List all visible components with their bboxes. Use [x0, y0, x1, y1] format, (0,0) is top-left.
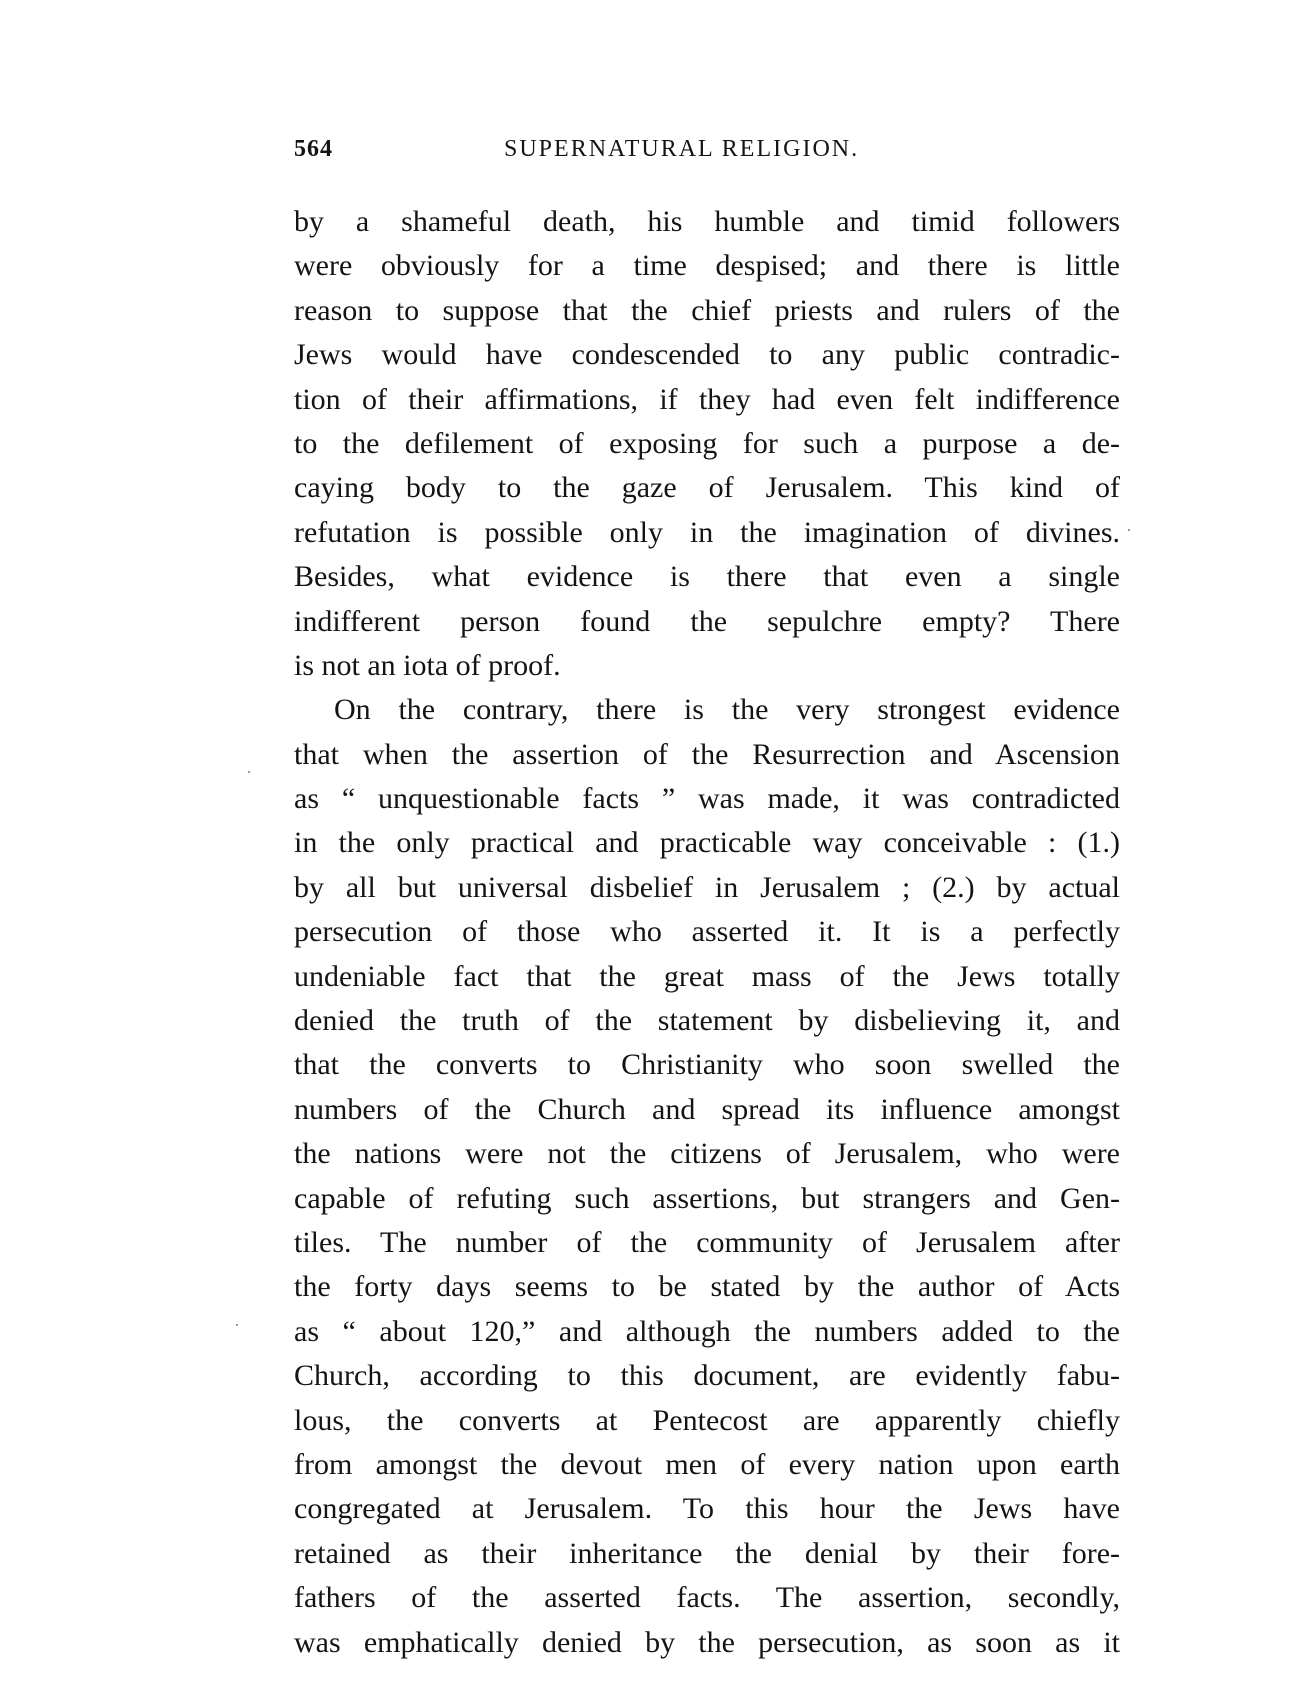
- text-line: undeniable fact that the great mass of the Jews totally: [294, 959, 1120, 993]
- text-line: the nations were not the citizens of Jerusalem, who were: [294, 1137, 1120, 1171]
- scan-speck: [236, 1324, 238, 1326]
- scan-speck: [248, 771, 250, 773]
- text-line: in the only practical and practicable way conceivable : (1.): [294, 826, 1120, 860]
- text-line: is not an iota of proof.: [294, 648, 561, 682]
- body-text: [294, 200, 1120, 1665]
- text-line: fathers of the asserted facts. The assertion, secondly,: [294, 1581, 1120, 1615]
- page-header: [294, 136, 1134, 176]
- page-number: 564: [294, 136, 333, 162]
- text-line: reason to suppose that the chief priests and rulers of the: [294, 293, 1120, 327]
- text-line: as “ unquestionable facts ” was made, it was contradicted: [294, 782, 1120, 816]
- text-line: by a shameful death, his humble and timid followers: [294, 205, 1120, 238]
- text-line: congregated at Jerusalem. To this hour the Jews have: [294, 1492, 1120, 1526]
- text-line: from amongst the devout men of every nation upon earth: [294, 1447, 1120, 1481]
- running-title: SUPERNATURAL RELIGION.: [504, 136, 860, 162]
- text-line: indifferent person found the sepulchre empty? There: [294, 604, 1120, 638]
- text-line: as “ about 120,” and although the numbers added to the: [294, 1314, 1120, 1348]
- text-line: by all but universal disbelief in Jerusalem ; (2.) by actual: [294, 870, 1120, 904]
- text-line: the forty days seems to be stated by the author of Acts: [294, 1270, 1120, 1304]
- scan-speck: [1128, 529, 1130, 531]
- text-line: tion of their affirmations, if they had even felt indifference: [294, 382, 1120, 416]
- text-line: lous, the converts at Pentecost are apparently chiefly: [294, 1403, 1120, 1437]
- text-line: were obviously for a time despised; and there is little: [294, 249, 1120, 283]
- text-line: tiles. The number of the community of Jerusalem after: [294, 1225, 1120, 1259]
- text-line: to the defilement of exposing for such a purpose a de-: [294, 426, 1120, 460]
- text-line: Church, according to this document, are evidently fabu-: [294, 1359, 1120, 1393]
- text-line: capable of refuting such assertions, but strangers and Gen-: [294, 1181, 1120, 1215]
- text-line: persecution of those who asserted it. It is a perfectly: [294, 915, 1120, 949]
- text-line: Jews would have condescended to any public contradic-: [294, 338, 1120, 372]
- text-line: numbers of the Church and spread its influence amongst: [294, 1092, 1120, 1126]
- text-line: refutation is possible only in the imagination of divines.: [294, 515, 1120, 549]
- text-line: On the contrary, there is the very strongest evidence: [334, 693, 1120, 727]
- text-line: that the converts to Christianity who soon swelled the: [294, 1048, 1120, 1082]
- text-line: caying body to the gaze of Jerusalem. This kind of: [294, 471, 1120, 505]
- text-line: that when the assertion of the Resurrection and Ascension: [294, 737, 1120, 771]
- text-line: denied the truth of the statement by disbelieving it, and: [294, 1004, 1120, 1038]
- text-line: Besides, what evidence is there that even a single: [294, 560, 1120, 594]
- text-line: was emphatically denied by the persecution, as soon as it: [294, 1625, 1120, 1659]
- text-line: retained as their inheritance the denial by their fore-: [294, 1536, 1120, 1570]
